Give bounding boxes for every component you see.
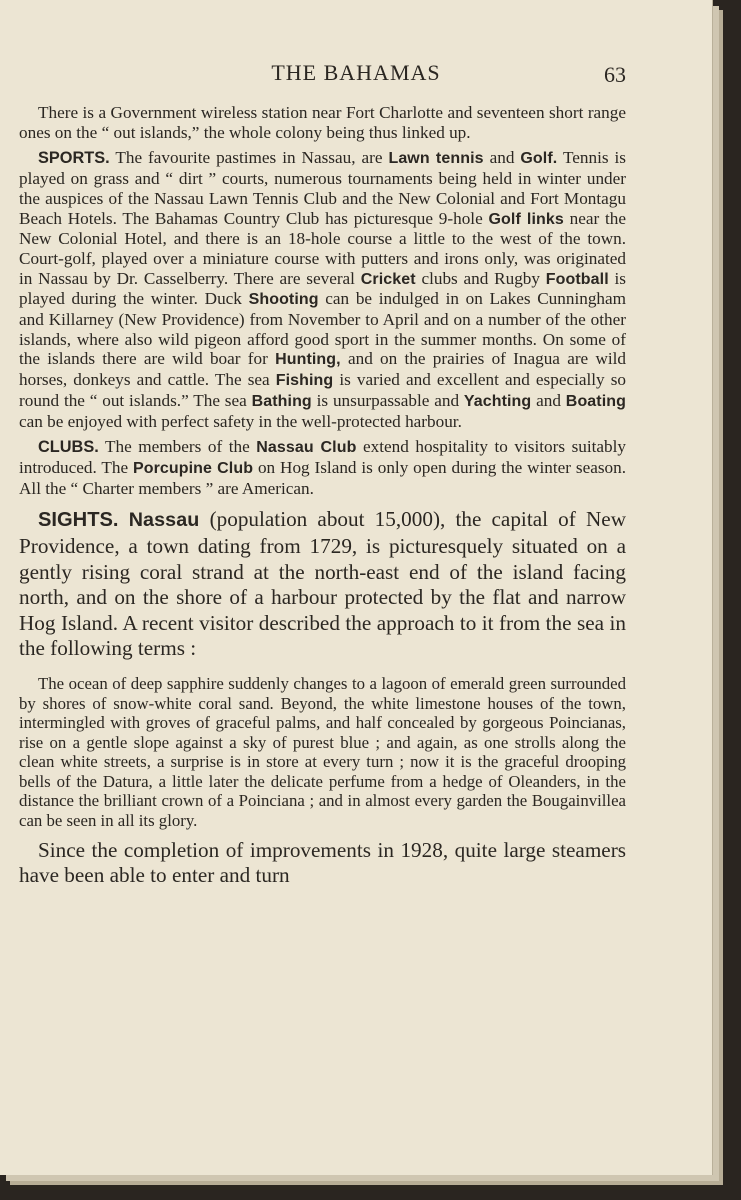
sports-text: near the New Colonial Hotel, and there is an 18-hole course a little to the west of the town. Court-golf, played over a miniature course with putters and irons only, was originated in Nassau by Dr. Casselberry. There are several [19, 208, 626, 288]
term-cricket: Cricket [360, 270, 416, 288]
term-yachting: Yachting [463, 392, 532, 410]
sports-text: can be enjoyed with perfect safety in the well-protected harbour. [19, 411, 462, 431]
sports-text: clubs and Rugby [415, 268, 546, 288]
sports-text: is varied and excellent and especially so round the “ out islands.” The sea [19, 370, 626, 410]
paragraph-clubs [19, 437, 626, 498]
body-text [19, 103, 626, 889]
sports-heading: SPORTS. [38, 149, 110, 168]
paragraph-sights [19, 507, 626, 662]
paragraph-wireless [19, 103, 626, 142]
term-boating: Boating [565, 392, 626, 410]
sports-text: is played during the winter. Duck [19, 268, 626, 309]
term-fishing: Fishing [275, 372, 334, 390]
sports-text: and [531, 390, 566, 410]
term-nassau: Nassau [128, 509, 200, 532]
term-porcupine-club: Porcupine Club [132, 459, 254, 477]
term-hunting: Hunting, [275, 351, 341, 369]
term-bathing: Bathing [251, 392, 312, 410]
sports-text: The favourite pastimes in Nassau, are [109, 148, 389, 168]
clubs-heading: CLUBS. [38, 438, 99, 457]
running-head [0, 58, 712, 88]
sports-text: and on the prairies of Inagua are wild horses, donkeys and cattle. The sea [19, 349, 627, 390]
paragraph-harbour [19, 838, 626, 889]
term-nassau-club: Nassau Club [256, 439, 357, 457]
clubs-text: on Hog Island is only open during the winter season. All the “ Charter members ” are American. [19, 457, 626, 498]
term-shooting: Shooting [248, 291, 319, 309]
term-golf-links: Golf links [488, 210, 564, 228]
sports-text: is unsurpassable and [311, 390, 464, 410]
wireless-text: There is a Government wireless station near Fort Charlotte and seventeen short range ones on the “ out islands,” the whole colony being thus linked up. [19, 103, 626, 142]
term-lawn-tennis: Lawn tennis [388, 150, 484, 168]
sports-text: and [483, 148, 521, 168]
sights-text: (population about 15,000), the capital of New Providence, a town dating from 1729, is picturesquely situated on a gently rising coral strand at the north-east end of the island facing north, and on the shore of a harbour protected by the flat and narrow Hog Island. A recent visitor described the approach to it from the sea in the following terms : [19, 507, 626, 661]
clubs-text: extend hospitality to visitors suitably introduced. The [19, 437, 626, 477]
paragraph-sports [19, 148, 626, 431]
sports-text: can be indulged in on Lakes Cunningham and Killarney (New Providence) from November to April and on a number of the other islands, where also wild pigeon afford good sport in the summer months. On some of the islands there are wild boar for [19, 289, 626, 369]
term-golf: Golf. [520, 150, 558, 168]
term-football: Football [545, 270, 609, 288]
page-number: 63 [604, 62, 626, 87]
running-title: THE BAHAMAS [271, 60, 441, 85]
sights-heading: SIGHTS. [38, 509, 119, 532]
sports-text: Tennis is played on grass and “ dirt ” courts, numerous tournaments being held in winter under the auspices of the Nassau Lawn Tennis Club and the New Colonial and Fort Montagu Beach Hotels. The Bahamas Country Club has picturesque 9-hole [19, 148, 626, 228]
quote-text: The ocean of deep sapphire suddenly changes to a lagoon of emerald green surrounded by shores of snow-white coral sand. Beyond, the white limestone houses of the town, intermingled with groves of graceful palms, and half concealed by gorgeous Poincianas, rise on a gentle slope against a sky of purest blue ; and again, as one strolls along the clean white streets, a surprise is in store at every turn ; now it is the graceful drooping bells of the Datura, a little later the delicate perfume from a hedge of Oleanders, in the distance the brilliant crown of a Poinciana ; and in almost every garden the Bougainvillea can be seen in all its glory. [19, 673, 626, 831]
clubs-text: The members of the [98, 437, 257, 457]
quote-block [19, 674, 626, 831]
harbour-text: Since the completion of improvements in 1928, quite large steamers have been able to enter and turn [19, 837, 626, 888]
